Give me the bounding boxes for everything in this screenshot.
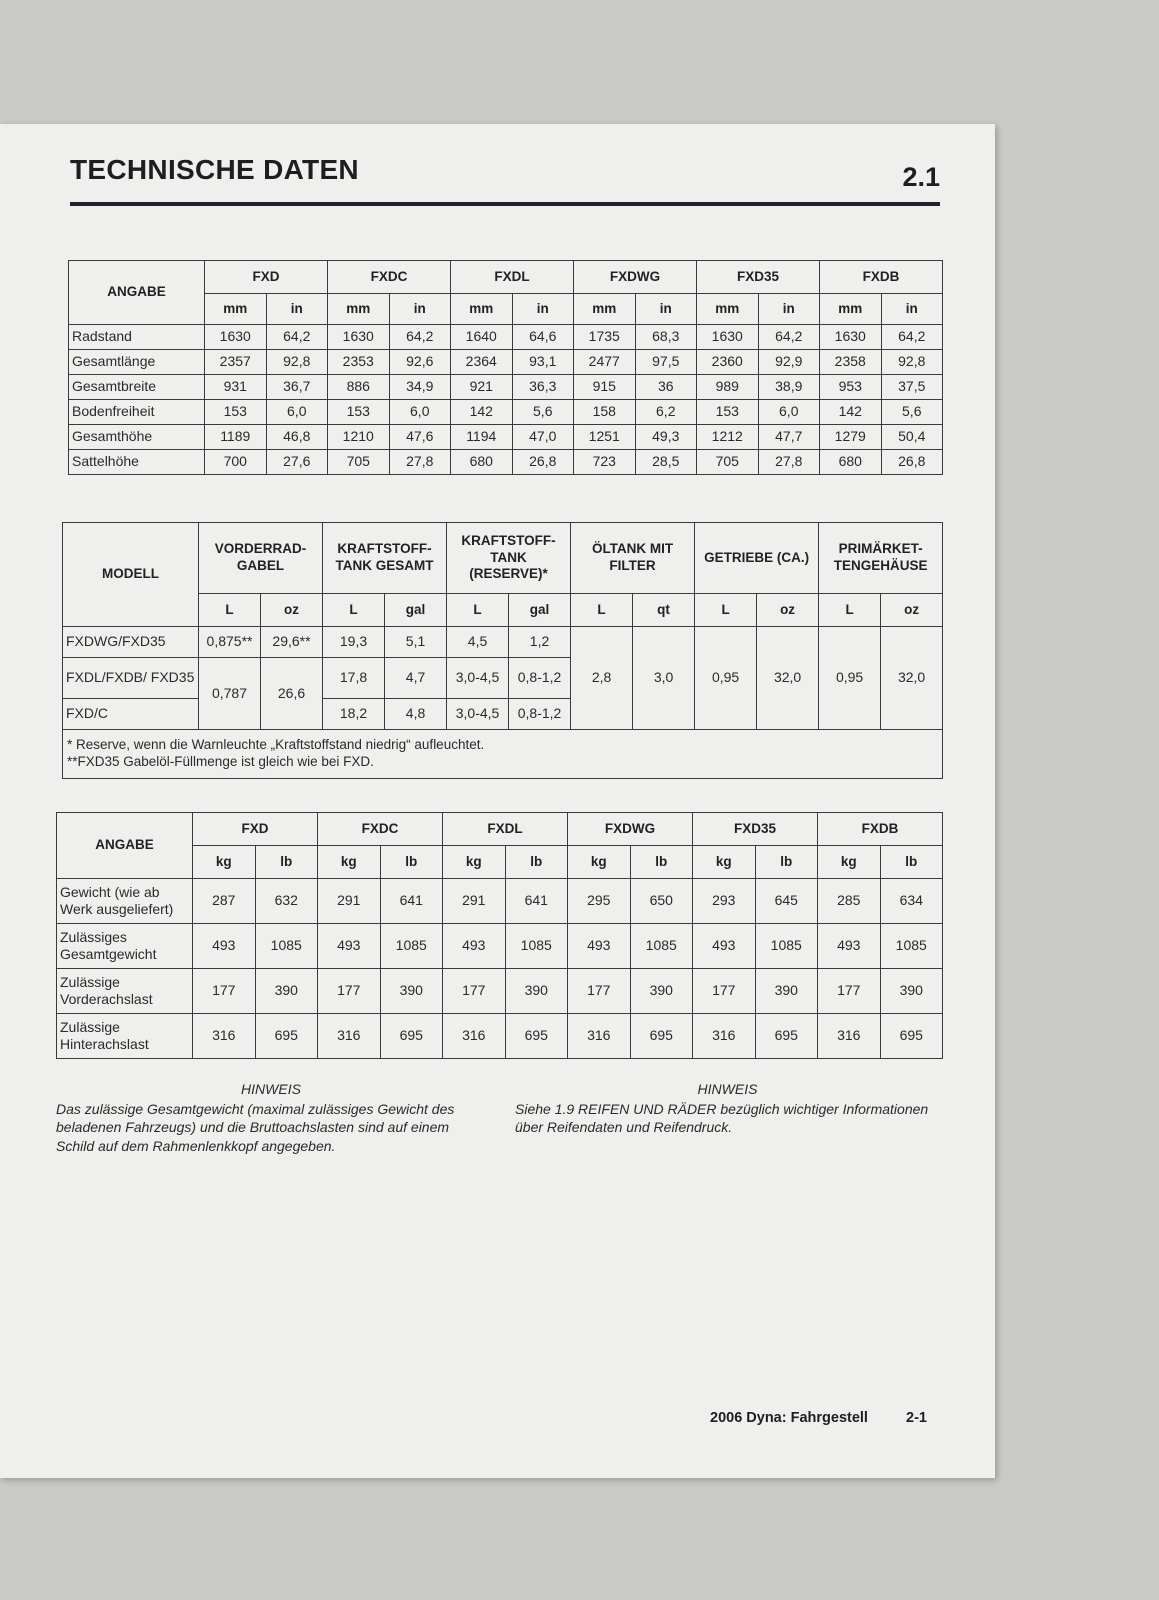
value-cell: 493: [443, 924, 506, 969]
value-cell: 0,8-1,2: [509, 658, 571, 699]
value-cell: 921: [451, 375, 513, 400]
unit-header: mm: [451, 294, 513, 325]
model-header: FXDC: [318, 813, 443, 846]
value-cell: 6,0: [266, 400, 328, 425]
value-cell: 46,8: [266, 425, 328, 450]
unit-header: lb: [505, 846, 568, 879]
value-cell: 1212: [697, 425, 759, 450]
value-cell: 26,8: [881, 450, 943, 475]
value-cell: 650: [630, 879, 693, 924]
page-footer: [710, 1410, 927, 1426]
unit-header: in: [266, 294, 328, 325]
value-cell: 64,2: [881, 325, 943, 350]
unit-header: in: [635, 294, 697, 325]
value-cell: 6,0: [758, 400, 820, 425]
value-cell: 931: [205, 375, 267, 400]
value-cell: 5,1: [385, 627, 447, 658]
value-cell: 153: [697, 400, 759, 425]
value-cell: 36,7: [266, 375, 328, 400]
value-cell: 17,8: [323, 658, 385, 699]
unit-header: mm: [574, 294, 636, 325]
value-cell: 493: [568, 924, 631, 969]
value-cell: 27,8: [389, 450, 451, 475]
footnote-reserve: * Reserve, wenn die Warnleuchte „Kraftstoffstand niedrig“ aufleuchtet.: [67, 737, 485, 753]
value-cell: 390: [380, 969, 443, 1014]
unit-header: kg: [193, 846, 256, 879]
value-cell: 142: [451, 400, 513, 425]
row-label: Zulässiges Gesamtgewicht: [57, 924, 193, 969]
table-row: [69, 325, 943, 350]
value-cell: 295: [568, 879, 631, 924]
value-cell: 2360: [697, 350, 759, 375]
unit-header: kg: [318, 846, 381, 879]
value-cell: 1085: [630, 924, 693, 969]
value-cell: 1630: [820, 325, 882, 350]
row-label: Gewicht (wie ab Werk ausgeliefert): [57, 879, 193, 924]
value-cell: 723: [574, 450, 636, 475]
value-cell: 291: [443, 879, 506, 924]
value-cell: 36: [635, 375, 697, 400]
note-title: HINWEIS: [697, 1081, 758, 1097]
dimensions-table: [68, 260, 943, 475]
value-cell: 390: [630, 969, 693, 1014]
value-cell: 4,8: [385, 699, 447, 730]
col-header-gearbox: GETRIEBE (CA.): [695, 523, 819, 594]
value-cell: 493: [693, 924, 756, 969]
model-header: FXDWG: [568, 813, 693, 846]
value-cell: 0,95: [819, 627, 881, 730]
value-cell: 0,787: [199, 658, 261, 730]
value-cell: 64,2: [758, 325, 820, 350]
unit-header: L: [571, 594, 633, 627]
value-cell: 0,8-1,2: [509, 699, 571, 730]
value-cell: 285: [818, 879, 881, 924]
value-cell: 1085: [255, 924, 318, 969]
value-cell: 47,6: [389, 425, 451, 450]
value-cell: 64,2: [389, 325, 451, 350]
value-cell: 153: [205, 400, 267, 425]
value-cell: 4,7: [385, 658, 447, 699]
unit-header: lb: [880, 846, 943, 879]
model-header: FXDWG: [574, 261, 697, 294]
value-cell: 1085: [380, 924, 443, 969]
unit-header: lb: [380, 846, 443, 879]
unit-header: L: [819, 594, 881, 627]
value-cell: 177: [818, 969, 881, 1014]
value-cell: 3,0-4,5: [447, 658, 509, 699]
value-cell: 177: [443, 969, 506, 1014]
unit-header: L: [447, 594, 509, 627]
value-cell: 634: [880, 879, 943, 924]
row-label: Radstand: [69, 325, 205, 350]
value-cell: 316: [193, 1014, 256, 1059]
value-cell: 2364: [451, 350, 513, 375]
value-cell: 92,9: [758, 350, 820, 375]
value-cell: 6,0: [389, 400, 451, 425]
model-header: FXDL: [451, 261, 574, 294]
unit-header: kg: [693, 846, 756, 879]
value-cell: 1210: [328, 425, 390, 450]
note-text: Siehe 1.9 REIFEN UND RÄDER bezüglich wichtiger Informationen über Reifendaten und Reifendruck.: [515, 1101, 929, 1136]
label-header: ANGABE: [69, 261, 205, 325]
table-row: [57, 1014, 943, 1059]
value-cell: 632: [255, 879, 318, 924]
col-header-fork: VORDERRAD-GABEL: [199, 523, 323, 594]
value-cell: 2357: [205, 350, 267, 375]
section-number: 2.1: [902, 162, 940, 192]
value-cell: 26,8: [512, 450, 574, 475]
value-cell: 50,4: [881, 425, 943, 450]
row-label: Gesamtbreite: [69, 375, 205, 400]
row-label: Gesamthöhe: [69, 425, 205, 450]
unit-header: mm: [205, 294, 267, 325]
value-cell: 177: [193, 969, 256, 1014]
unit-header: in: [881, 294, 943, 325]
value-cell: 5,6: [881, 400, 943, 425]
page-header: [70, 154, 940, 206]
value-cell: 0,875**: [199, 627, 261, 658]
value-cell: 2353: [328, 350, 390, 375]
value-cell: 645: [755, 879, 818, 924]
value-cell: 695: [255, 1014, 318, 1059]
table-row: [63, 627, 943, 658]
value-cell: 177: [568, 969, 631, 1014]
value-cell: 695: [630, 1014, 693, 1059]
value-cell: 38,9: [758, 375, 820, 400]
value-cell: 641: [505, 879, 568, 924]
unit-header: mm: [328, 294, 390, 325]
footnote-fork-oil: **FXD35 Gabelöl-Füllmenge ist gleich wie bei FXD.: [67, 754, 374, 769]
value-cell: 34,9: [389, 375, 451, 400]
value-cell: 2358: [820, 350, 882, 375]
value-cell: 0,95: [695, 627, 757, 730]
value-cell: 142: [820, 400, 882, 425]
value-cell: 695: [380, 1014, 443, 1059]
unit-header: kg: [818, 846, 881, 879]
unit-header: mm: [697, 294, 759, 325]
value-cell: 915: [574, 375, 636, 400]
unit-header: oz: [261, 594, 323, 627]
model-header: FXDB: [820, 261, 943, 294]
value-cell: 390: [255, 969, 318, 1014]
unit-header: kg: [443, 846, 506, 879]
label-header: ANGABE: [57, 813, 193, 879]
table-row: [57, 879, 943, 924]
row-label: Zulässige Vorderachslast: [57, 969, 193, 1014]
model-header: FXDC: [328, 261, 451, 294]
value-cell: 2477: [574, 350, 636, 375]
model-cell: FXDL/FXDB/ FXD35: [63, 658, 199, 699]
unit-header: in: [389, 294, 451, 325]
value-cell: 695: [880, 1014, 943, 1059]
row-label: Sattelhöhe: [69, 450, 205, 475]
value-cell: 47,7: [758, 425, 820, 450]
value-cell: 177: [318, 969, 381, 1014]
model-header: FXDB: [818, 813, 943, 846]
value-cell: 3,0-4,5: [447, 699, 509, 730]
table-row: [69, 375, 943, 400]
weight-table: [56, 812, 943, 1059]
value-cell: 97,5: [635, 350, 697, 375]
row-label: Zulässige Hinterachslast: [57, 1014, 193, 1059]
header-rule: [70, 202, 940, 206]
value-cell: 64,6: [512, 325, 574, 350]
value-cell: 1630: [205, 325, 267, 350]
value-cell: 390: [755, 969, 818, 1014]
page-number: 2-1: [906, 1410, 927, 1426]
model-header: FXD35: [697, 261, 820, 294]
unit-header: oz: [881, 594, 943, 627]
page-title: TECHNISCHE DATEN: [70, 154, 359, 185]
note-tires: [515, 1080, 940, 1137]
unit-header: mm: [820, 294, 882, 325]
col-header-oil-tank: ÖLTANK MIT FILTER: [571, 523, 695, 594]
value-cell: 287: [193, 879, 256, 924]
note-title: HINWEIS: [241, 1081, 301, 1097]
value-cell: 177: [693, 969, 756, 1014]
value-cell: 695: [755, 1014, 818, 1059]
col-header-tank-reserve: KRAFTSTOFF-TANK (RESERVE)*: [447, 523, 571, 594]
value-cell: 27,6: [266, 450, 328, 475]
value-cell: 316: [693, 1014, 756, 1059]
unit-header: kg: [568, 846, 631, 879]
unit-header: oz: [757, 594, 819, 627]
value-cell: 293: [693, 879, 756, 924]
table-row: [69, 400, 943, 425]
footer-text: 2006 Dyna: Fahrgestell: [710, 1410, 868, 1426]
value-cell: 1085: [755, 924, 818, 969]
value-cell: 49,3: [635, 425, 697, 450]
model-header: FXD35: [693, 813, 818, 846]
value-cell: 291: [318, 879, 381, 924]
value-cell: 92,6: [389, 350, 451, 375]
table-row: [69, 425, 943, 450]
value-cell: 32,0: [881, 627, 943, 730]
value-cell: 6,2: [635, 400, 697, 425]
unit-header: L: [199, 594, 261, 627]
value-cell: 64,2: [266, 325, 328, 350]
value-cell: 158: [574, 400, 636, 425]
value-cell: 493: [818, 924, 881, 969]
value-cell: 705: [328, 450, 390, 475]
value-cell: 92,8: [266, 350, 328, 375]
value-cell: 1,2: [509, 627, 571, 658]
value-cell: 2,8: [571, 627, 633, 730]
table-row: [69, 350, 943, 375]
unit-header: lb: [630, 846, 693, 879]
value-cell: 1189: [205, 425, 267, 450]
value-cell: 29,6**: [261, 627, 323, 658]
value-cell: 153: [328, 400, 390, 425]
unit-header: in: [758, 294, 820, 325]
value-cell: 68,3: [635, 325, 697, 350]
unit-header: gal: [509, 594, 571, 627]
capacity-table: [62, 522, 943, 779]
value-cell: 1194: [451, 425, 513, 450]
value-cell: 493: [318, 924, 381, 969]
value-cell: 695: [505, 1014, 568, 1059]
value-cell: 705: [697, 450, 759, 475]
value-cell: 26,6: [261, 658, 323, 730]
value-cell: 886: [328, 375, 390, 400]
value-cell: 1640: [451, 325, 513, 350]
model-header: FXD: [193, 813, 318, 846]
value-cell: 680: [451, 450, 513, 475]
value-cell: 316: [818, 1014, 881, 1059]
value-cell: 19,3: [323, 627, 385, 658]
table-row: [57, 969, 943, 1014]
value-cell: 316: [318, 1014, 381, 1059]
table-row: [69, 450, 943, 475]
value-cell: 37,5: [881, 375, 943, 400]
value-cell: 4,5: [447, 627, 509, 658]
value-cell: 36,3: [512, 375, 574, 400]
value-cell: 3,0: [633, 627, 695, 730]
unit-header: gal: [385, 594, 447, 627]
value-cell: 390: [880, 969, 943, 1014]
manual-page: [0, 124, 995, 1478]
value-cell: 1085: [505, 924, 568, 969]
value-cell: 953: [820, 375, 882, 400]
unit-header: qt: [633, 594, 695, 627]
col-header-primary: PRIMÄRKET-TENGEHÄUSE: [819, 523, 943, 594]
footnote-row: [63, 730, 943, 779]
unit-header: L: [323, 594, 385, 627]
value-cell: 28,5: [635, 450, 697, 475]
model-cell: FXD/C: [63, 699, 199, 730]
value-cell: 1251: [574, 425, 636, 450]
value-cell: 1085: [880, 924, 943, 969]
value-cell: 493: [193, 924, 256, 969]
value-cell: 680: [820, 450, 882, 475]
value-cell: 27,8: [758, 450, 820, 475]
value-cell: 316: [443, 1014, 506, 1059]
unit-header: lb: [255, 846, 318, 879]
row-label: Gesamtlänge: [69, 350, 205, 375]
row-label: Bodenfreiheit: [69, 400, 205, 425]
model-header: MODELL: [63, 523, 199, 627]
value-cell: 1279: [820, 425, 882, 450]
model-cell: FXDWG/FXD35: [63, 627, 199, 658]
value-cell: 47,0: [512, 425, 574, 450]
model-header: FXDL: [443, 813, 568, 846]
model-header: FXD: [205, 261, 328, 294]
value-cell: 641: [380, 879, 443, 924]
footnote-cell: [63, 730, 943, 779]
table-row: [57, 924, 943, 969]
value-cell: 700: [205, 450, 267, 475]
value-cell: 1735: [574, 325, 636, 350]
col-header-tank-total: KRAFTSTOFF-TANK GESAMT: [323, 523, 447, 594]
value-cell: 5,6: [512, 400, 574, 425]
value-cell: 92,8: [881, 350, 943, 375]
value-cell: 93,1: [512, 350, 574, 375]
value-cell: 32,0: [757, 627, 819, 730]
value-cell: 316: [568, 1014, 631, 1059]
unit-header: in: [512, 294, 574, 325]
value-cell: 390: [505, 969, 568, 1014]
value-cell: 989: [697, 375, 759, 400]
note-text: Das zulässige Gesamtgewicht (maximal zulässiges Gewicht des beladenen Fahrzeugs) und die Bruttoachslasten sind auf einem Schild auf dem Rahmenlenkkopf angegeben.: [56, 1101, 455, 1154]
value-cell: 1630: [697, 325, 759, 350]
value-cell: 1630: [328, 325, 390, 350]
note-gross-weight: [56, 1080, 486, 1155]
value-cell: 18,2: [323, 699, 385, 730]
unit-header: lb: [755, 846, 818, 879]
unit-header: L: [695, 594, 757, 627]
